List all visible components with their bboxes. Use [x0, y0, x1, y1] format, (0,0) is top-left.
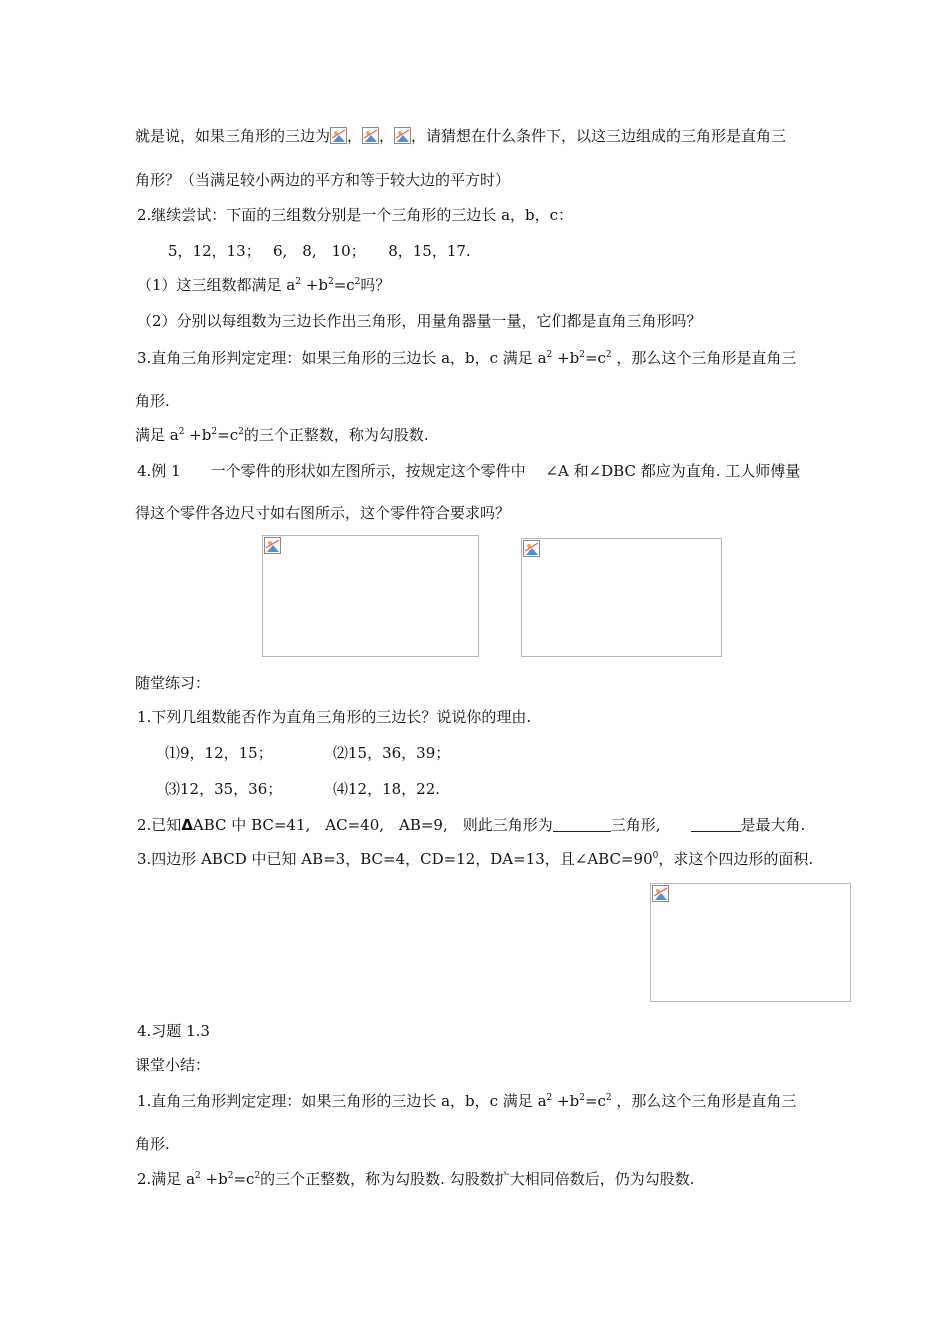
exponent: 2: [178, 427, 185, 437]
text: ，那么这个三角形是直角三: [611, 1092, 797, 1110]
exponent: 2: [327, 277, 334, 287]
step2-question-1: [137, 275, 390, 295]
option-4: ⑷12，18，22.: [333, 780, 441, 798]
exponent: 2: [546, 1093, 553, 1103]
text: 是最大角.: [740, 816, 806, 834]
text: =c: [584, 1092, 606, 1110]
exponent: 2: [579, 350, 585, 360]
exponent: 2: [238, 427, 244, 437]
summary-1: [137, 1091, 796, 1111]
summary-1-end: 角形.: [135, 1135, 170, 1153]
text: +b: [200, 1170, 228, 1188]
side-a-image-icon: [330, 127, 347, 144]
step3-theorem-end: 角形.: [135, 392, 170, 410]
step2-question-2: （2）分别以每组数为三边长作出三角形，用量角器量一量，它们都是直角三角形吗？: [137, 312, 702, 330]
text: ，那么这个三角形是直角三: [611, 349, 797, 367]
quadrilateral-figure: [650, 883, 851, 1002]
broken-image-icon: [264, 537, 281, 554]
text: ABC 中 BC=41, AC=40, AB=9, 则此三角形为: [192, 816, 553, 834]
side-c-image-icon: [394, 127, 411, 144]
exponent: 2: [605, 350, 612, 360]
text: 2.已知: [137, 816, 182, 834]
practice-question-1: 1.下列几组数能否作为直角三角形的三边长？说说你的理由.: [137, 708, 532, 726]
step2-groups: 5，12，13； 6, 8, 10； 8，15，17.: [168, 242, 471, 260]
text: =c: [584, 349, 606, 367]
practice-question-3: [137, 849, 813, 869]
practice-title: 随堂练习：: [135, 674, 211, 692]
text: 吗？: [360, 276, 391, 294]
intro-text: 就是说，如果三角形的三边为: [135, 127, 331, 145]
answer-blank-1[interactable]: [553, 817, 611, 832]
text: 满足 a: [135, 426, 179, 444]
left-figure: [262, 535, 479, 657]
text: 3.四边形 ABCD 中已知 AB=3，BC=4，CD=12，DA=13，且∠ABC=90: [137, 850, 653, 868]
text: =c: [233, 1170, 255, 1188]
step2-title: 2.继续尝试：下面的三组数分别是一个三角形的三边长 a，b，c：: [137, 206, 574, 224]
degree-mark: 0: [652, 851, 659, 861]
practice-question-2: [137, 815, 805, 835]
text: （1）这三组数都满足 a: [137, 276, 296, 294]
step3-theorem: [137, 348, 796, 368]
text: 1.直角三角形判定定理：如果三角形的三边长 a，b，c 满足 a: [137, 1092, 547, 1110]
exponent: 2: [227, 1171, 234, 1181]
broken-image-icon: [652, 885, 669, 902]
practice-question-4: 4.习题 1.3: [137, 1022, 210, 1040]
text: 的三个正整数，称为勾股数. 勾股数扩大相同倍数后，仍为勾股数.: [260, 1170, 695, 1188]
example-1-line-1: 4.例 1 一个零件的形状如左图所示，按规定这个零件中 ∠A 和∠DBC 都应为直角. 工人师傅量: [137, 462, 801, 480]
exponent: 2: [211, 427, 218, 437]
exponent: 2: [195, 1171, 201, 1181]
summary-title: 课堂小结：: [135, 1056, 211, 1074]
text: ，求这个四边形的面积.: [658, 850, 814, 868]
text: 3.直角三角形判定定理：如果三角形的三边长 a，b，c 满足 a: [137, 349, 547, 367]
option-3: ⑶12，35，36；: [165, 780, 283, 798]
text: 2.满足 a: [137, 1170, 196, 1188]
side-b-image-icon: [362, 127, 379, 144]
text: +b: [301, 276, 328, 294]
option-2: ⑵15，36，39；: [333, 744, 451, 762]
exponent: 2: [254, 1171, 261, 1181]
exponent: 2: [605, 1093, 612, 1103]
intro-sep: ，: [347, 127, 363, 145]
text: +b: [552, 1092, 580, 1110]
option-1: ⑴9，12，15；: [165, 744, 273, 762]
text: 的三个正整数，称为勾股数.: [243, 426, 429, 444]
exponent: 2: [579, 1093, 585, 1103]
delta-symbol: Δ: [181, 816, 193, 834]
intro-line-2: 角形？（当满足较小两边的平方和等于较大边的平方时）: [135, 171, 511, 189]
step3-definition: [135, 425, 429, 445]
summary-2: [137, 1169, 694, 1189]
exponent: 2: [354, 277, 361, 287]
intro-text: ，请猜想在什么条件下，以这三边组成的三角形是直角三: [411, 127, 787, 145]
intro-sep: ，: [379, 127, 395, 145]
right-figure: [521, 538, 722, 657]
exponent: 2: [546, 350, 553, 360]
text: =c: [217, 426, 239, 444]
example-1-line-2: 得这个零件各边尺寸如右图所示，这个零件符合要求吗？: [135, 504, 511, 522]
intro-line-1: [135, 126, 786, 146]
text: +b: [184, 426, 212, 444]
text: +b: [552, 349, 580, 367]
text: =c: [333, 276, 355, 294]
exponent: 2: [295, 277, 301, 287]
text: 三角形,: [610, 816, 691, 834]
broken-image-icon: [523, 540, 540, 557]
answer-blank-2[interactable]: [691, 817, 741, 832]
